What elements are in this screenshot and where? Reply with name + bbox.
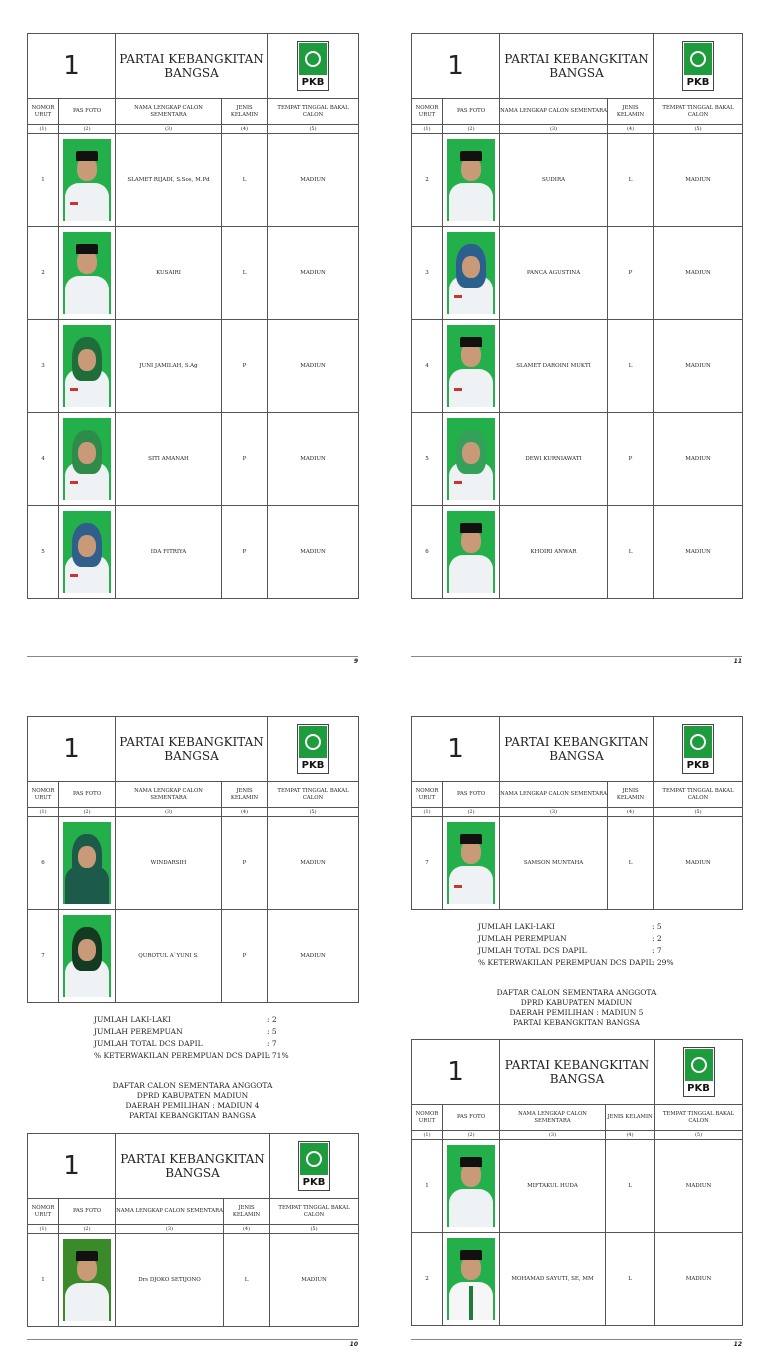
col-num-3: (3) — [500, 125, 608, 134]
row-number: 3 — [412, 227, 443, 320]
page-9 — [27, 33, 358, 599]
summary-female-label: JUMLAH PEREMPUAN — [94, 1027, 183, 1036]
page-12-table-2 — [411, 1039, 742, 1326]
candidate-photo — [447, 511, 495, 593]
col-num-2: (2) — [443, 808, 500, 817]
col-num-2: (2) — [443, 125, 500, 134]
candidate-photo — [447, 418, 495, 500]
page-footer — [27, 1339, 358, 1354]
row-number: 1 — [28, 134, 59, 227]
candidate-name: SITI AMANAH — [116, 413, 222, 506]
col-num-2: (2) — [59, 125, 116, 134]
candidate-photo — [63, 1239, 111, 1321]
candidate-name: WINDARSIH — [116, 817, 222, 910]
pkb-logo: PKB — [297, 724, 329, 774]
col-nomor: NOMOR URUT — [412, 782, 443, 808]
page-11 — [411, 33, 742, 599]
col-num-1: (1) — [412, 1131, 443, 1140]
col-num-5: (5) — [268, 125, 359, 134]
candidate-photo — [447, 139, 495, 221]
summary-female-value: : 2 — [652, 934, 662, 943]
candidate-city: MADIUN — [268, 413, 359, 506]
col-num-5: (5) — [270, 1225, 359, 1234]
candidate-city: MADIUN — [654, 227, 743, 320]
candidate-gender: L — [608, 506, 654, 599]
candidate-name: JUNI JAMILAH, S.Ag — [116, 320, 222, 413]
candidate-name: MOHAMAD SAYUTI, SE, MM — [500, 1233, 606, 1326]
party-name: PARTAI KEBANGKITAN BANGSA — [500, 1040, 655, 1105]
candidate-gender: P — [608, 227, 654, 320]
candidate-gender: L — [224, 1234, 270, 1327]
summary-male-label: JUMLAH LAKI-LAKI — [478, 922, 555, 931]
candidate-gender: P — [222, 910, 268, 1003]
col-num-5: (5) — [655, 1131, 743, 1140]
col-num-3: (3) — [500, 1131, 606, 1140]
candidate-photo — [447, 1238, 495, 1320]
col-num-4: (4) — [224, 1225, 270, 1234]
col-foto: PAS FOTO — [59, 1199, 116, 1225]
col-tempat: TEMPAT TINGGAL BAKAL CALON — [654, 99, 743, 125]
candidate-gender: P — [608, 413, 654, 506]
candidate-city: MADIUN — [654, 413, 743, 506]
party-number: 1 — [28, 34, 116, 99]
col-num-2: (2) — [443, 1131, 500, 1140]
candidate-city: MADIUN — [654, 506, 743, 599]
summary-pct-label: % KETERWAKILAN PEREMPUAN DCS DAPIL — [94, 1051, 270, 1060]
col-jk: JENIS KELAMIN — [222, 99, 268, 125]
summary-block — [94, 1015, 334, 1063]
col-nama: NAMA LENGKAP CALON SEMENTARA — [116, 782, 222, 808]
party-number: 1 — [412, 34, 500, 99]
candidate-name: Drs DJOKO SETIJONO — [116, 1234, 224, 1327]
party-number: 1 — [412, 1040, 500, 1105]
table-row — [28, 320, 359, 413]
row-number: 6 — [28, 817, 59, 910]
row-number: 2 — [28, 227, 59, 320]
party-name: PARTAI KEBANGKITAN BANGSA — [116, 1134, 270, 1199]
party-name: PARTAI KEBANGKITAN BANGSA — [500, 34, 654, 99]
col-nama: NAMA LENGKAP CALON SEMENTARA — [116, 99, 222, 125]
row-number: 4 — [28, 413, 59, 506]
candidate-photo — [63, 822, 111, 904]
row-number: 7 — [412, 817, 443, 910]
title-line: DAERAH PEMILIHAN : MADIUN 4 — [125, 1101, 260, 1110]
col-num-4: (4) — [222, 125, 268, 134]
pkb-logo: PKB — [682, 41, 714, 91]
summary-total-value: : 7 — [652, 946, 662, 955]
table-row — [28, 910, 359, 1003]
col-jk: JENIS KELAMIN — [222, 782, 268, 808]
row-number: 1 — [28, 1234, 59, 1327]
col-jk: JENIS KELAMIN — [606, 1105, 655, 1131]
table-row — [412, 134, 743, 227]
col-jk: JENIS KELAMIN — [608, 782, 654, 808]
party-name: PARTAI KEBANGKITAN BANGSA — [116, 717, 268, 782]
col-tempat: TEMPAT TINGGAL BAKAL CALON — [654, 782, 743, 808]
row-number: 2 — [412, 134, 443, 227]
table-row — [412, 817, 743, 910]
summary-male-value: : 2 — [267, 1015, 277, 1024]
table-row — [412, 320, 743, 413]
candidate-table — [411, 33, 743, 599]
candidate-photo — [63, 418, 111, 500]
candidate-city: MADIUN — [268, 910, 359, 1003]
col-jk: JENIS KELAMIN — [608, 99, 654, 125]
table-row — [28, 227, 359, 320]
col-foto: PAS FOTO — [443, 99, 500, 125]
candidate-gender: P — [222, 817, 268, 910]
row-number: 5 — [28, 506, 59, 599]
table-row — [28, 413, 359, 506]
candidate-name: DEWI KURNIAWATI — [500, 413, 608, 506]
col-num-3: (3) — [116, 808, 222, 817]
table-row — [412, 1140, 743, 1233]
summary-female-value: : 5 — [267, 1027, 277, 1036]
candidate-city: MADIUN — [654, 817, 743, 910]
candidate-photo — [447, 232, 495, 314]
col-num-1: (1) — [412, 808, 443, 817]
row-number: 7 — [28, 910, 59, 1003]
candidate-photo — [63, 915, 111, 997]
col-nomor: NOMOR URUT — [28, 782, 59, 808]
row-number: 2 — [412, 1233, 443, 1326]
col-tempat: TEMPAT TINGGAL BAKAL CALON — [655, 1105, 743, 1131]
candidate-gender: L — [608, 817, 654, 910]
candidate-photo — [447, 1145, 495, 1227]
candidate-photo — [63, 511, 111, 593]
candidate-photo — [447, 822, 495, 904]
title-line: DPRD KABUPATEN MADIUN — [136, 1091, 249, 1100]
candidate-photo — [63, 139, 111, 221]
col-nomor: NOMOR URUT — [412, 99, 443, 125]
summary-block — [478, 922, 718, 970]
col-num-1: (1) — [28, 125, 59, 134]
candidate-name: SAMSON MUNTAHA — [500, 817, 608, 910]
candidate-city: MADIUN — [655, 1233, 743, 1326]
summary-pct-value: : 71% — [267, 1051, 289, 1060]
col-nomor: NOMOR URUT — [28, 1199, 59, 1225]
candidate-gender: P — [222, 320, 268, 413]
col-num-5: (5) — [654, 808, 743, 817]
party-number: 1 — [28, 1134, 116, 1199]
page-number: 10 — [349, 1341, 358, 1348]
candidate-table — [27, 716, 359, 1003]
col-nomor: NOMOR URUT — [412, 1105, 443, 1131]
col-num-1: (1) — [28, 1225, 59, 1234]
candidate-table — [27, 33, 359, 599]
col-nama: NAMA LENGKAP CALON SEMENTARA — [500, 99, 608, 125]
col-num-2: (2) — [59, 1225, 116, 1234]
col-foto: PAS FOTO — [59, 782, 116, 808]
party-number: 1 — [412, 717, 500, 782]
col-foto: PAS FOTO — [59, 99, 116, 125]
col-num-4: (4) — [222, 808, 268, 817]
row-number: 4 — [412, 320, 443, 413]
summary-pct-label: % KETERWAKILAN PEREMPUAN DCS DAPIL — [478, 958, 654, 967]
title-line: DAFTAR CALON SEMENTARA ANGGOTA — [112, 1081, 273, 1090]
table-row — [28, 134, 359, 227]
summary-female-label: JUMLAH PEREMPUAN — [478, 934, 567, 943]
candidate-city: MADIUN — [268, 320, 359, 413]
page-footer — [411, 656, 742, 671]
summary-total-label: JUMLAH TOTAL DCS DAPIL — [478, 946, 587, 955]
candidate-name: SUDIRA — [500, 134, 608, 227]
candidate-gender: P — [222, 413, 268, 506]
table-row — [412, 227, 743, 320]
summary-male-label: JUMLAH LAKI-LAKI — [94, 1015, 171, 1024]
candidate-city: MADIUN — [268, 227, 359, 320]
candidate-city: MADIUN — [268, 134, 359, 227]
page-12 — [411, 716, 742, 910]
candidate-photo — [63, 232, 111, 314]
pkb-logo: PKB — [298, 1141, 330, 1191]
title-line: PARTAI KEBANGKITAN BANGSA — [513, 1018, 640, 1027]
table-row — [412, 506, 743, 599]
table-row — [28, 506, 359, 599]
col-num-4: (4) — [608, 125, 654, 134]
col-num-5: (5) — [268, 808, 359, 817]
candidate-gender: L — [222, 134, 268, 227]
col-foto: PAS FOTO — [443, 782, 500, 808]
candidate-city: MADIUN — [654, 320, 743, 413]
candidate-gender: L — [608, 134, 654, 227]
candidate-photo — [447, 325, 495, 407]
col-num-1: (1) — [412, 125, 443, 134]
candidate-table — [411, 716, 743, 910]
col-num-3: (3) — [116, 1225, 224, 1234]
title-line: DAFTAR CALON SEMENTARA ANGGOTA — [496, 988, 657, 997]
pkb-logo: PKB — [297, 41, 329, 91]
row-number: 6 — [412, 506, 443, 599]
page-number: 12 — [733, 1341, 742, 1348]
col-num-3: (3) — [500, 808, 608, 817]
pkb-logo: PKB — [682, 724, 714, 774]
page-10 — [27, 716, 358, 1003]
candidate-gender: L — [608, 320, 654, 413]
candidate-name: KHOIRI ANWAR — [500, 506, 608, 599]
candidate-name: SLAMET DAROINI MUKTI — [500, 320, 608, 413]
candidate-name: MIFTAKUL HUDA — [500, 1140, 606, 1233]
candidate-gender: L — [606, 1140, 655, 1233]
candidate-name: SLAMET RIJADI, S.Sos, M.Pd — [116, 134, 222, 227]
party-name: PARTAI KEBANGKITAN BANGSA — [116, 34, 268, 99]
row-number: 1 — [412, 1140, 443, 1233]
col-num-3: (3) — [116, 125, 222, 134]
section-title — [27, 1081, 358, 1121]
row-number: 5 — [412, 413, 443, 506]
page-10-table-2 — [27, 1133, 358, 1327]
candidate-name: KUSAIRI — [116, 227, 222, 320]
col-num-2: (2) — [59, 808, 116, 817]
col-nama: NAMA LENGKAP CALON SEMENTARA — [500, 782, 608, 808]
candidate-city: MADIUN — [270, 1234, 359, 1327]
candidate-gender: L — [222, 227, 268, 320]
candidate-city: MADIUN — [655, 1140, 743, 1233]
title-line: PARTAI KEBANGKITAN BANGSA — [129, 1111, 256, 1120]
col-num-4: (4) — [608, 808, 654, 817]
page-footer — [27, 656, 358, 671]
col-num-4: (4) — [606, 1131, 655, 1140]
candidate-city: MADIUN — [268, 817, 359, 910]
col-num-1: (1) — [28, 808, 59, 817]
row-number: 3 — [28, 320, 59, 413]
page-number: 11 — [733, 658, 742, 665]
table-row — [412, 413, 743, 506]
table-row — [412, 1233, 743, 1326]
col-tempat: TEMPAT TINGGAL BAKAL CALON — [268, 99, 359, 125]
party-number: 1 — [28, 717, 116, 782]
summary-pct-value: : 29% — [652, 958, 674, 967]
page-number: 9 — [353, 658, 358, 665]
summary-total-value: : 7 — [267, 1039, 277, 1048]
candidate-table — [411, 1039, 743, 1326]
col-nama: NAMA LENGKAP CALON SEMENTARA — [116, 1199, 224, 1225]
candidate-name: PANCA AGUSTINA — [500, 227, 608, 320]
table-row — [28, 817, 359, 910]
candidate-name: IDA FITRIYA — [116, 506, 222, 599]
candidate-gender: P — [222, 506, 268, 599]
candidate-table — [27, 1133, 359, 1327]
candidate-city: MADIUN — [268, 506, 359, 599]
col-tempat: TEMPAT TINGGAL BAKAL CALON — [268, 782, 359, 808]
section-title — [411, 988, 742, 1028]
title-line: DAERAH PEMILIHAN : MADIUN 5 — [509, 1008, 644, 1017]
candidate-gender: L — [606, 1233, 655, 1326]
party-name: PARTAI KEBANGKITAN BANGSA — [500, 717, 654, 782]
col-nama: NAMA LENGKAP CALON SEMENTARA — [500, 1105, 606, 1131]
col-num-5: (5) — [654, 125, 743, 134]
candidate-city: MADIUN — [654, 134, 743, 227]
col-jk: JENIS KELAMIN — [224, 1199, 270, 1225]
summary-male-value: : 5 — [652, 922, 662, 931]
candidate-name: QUROTUL A`YUNI S. — [116, 910, 222, 1003]
table-row — [28, 1234, 359, 1327]
col-tempat: TEMPAT TINGGAL BAKAL CALON — [270, 1199, 359, 1225]
col-foto: PAS FOTO — [443, 1105, 500, 1131]
col-nomor: NOMOR URUT — [28, 99, 59, 125]
candidate-photo — [63, 325, 111, 407]
title-line: DPRD KABUPATEN MADIUN — [520, 998, 633, 1007]
pkb-logo: PKB — [683, 1047, 715, 1097]
page-footer — [411, 1339, 742, 1354]
summary-total-label: JUMLAH TOTAL DCS DAPIL — [94, 1039, 203, 1048]
